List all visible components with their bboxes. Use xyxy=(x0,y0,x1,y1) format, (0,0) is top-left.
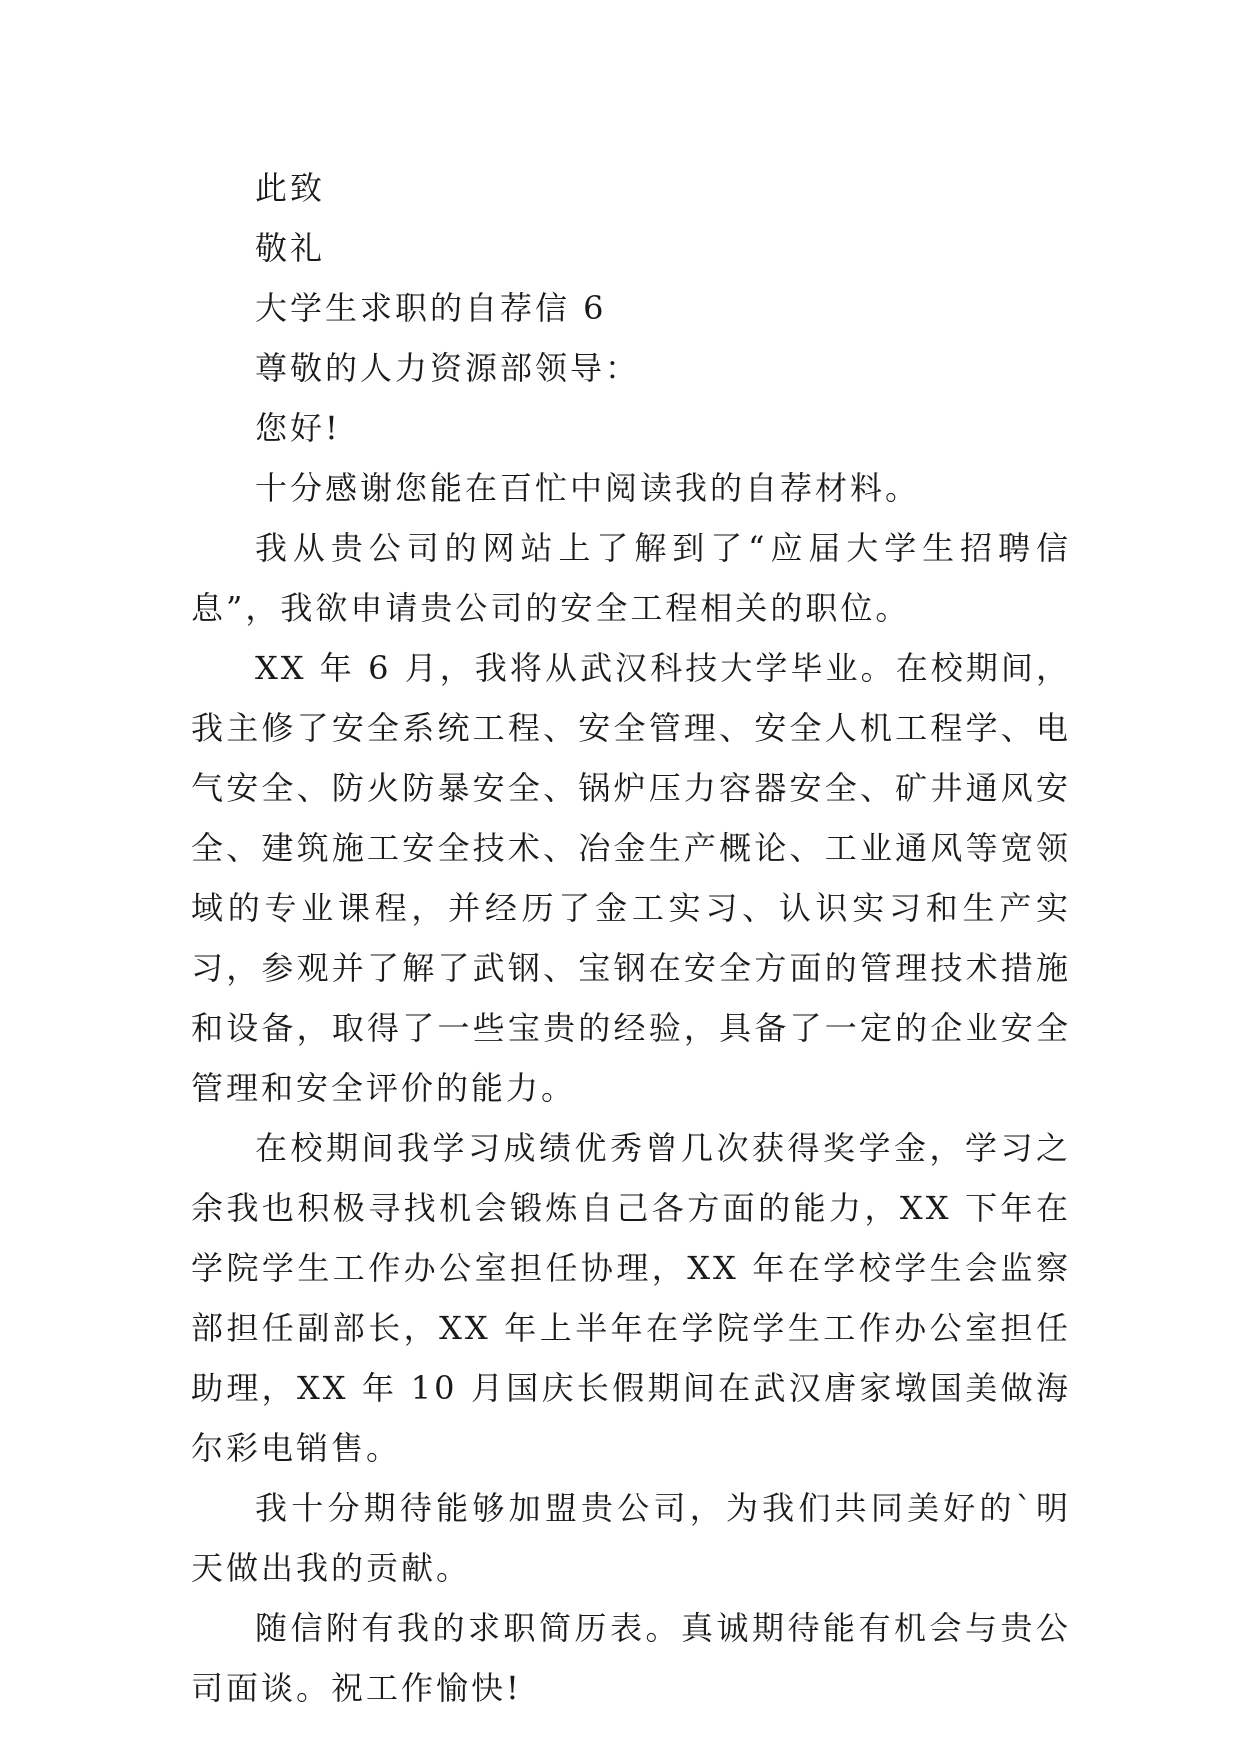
paragraph-expectation: 我十分期待能够加盟贵公司，为我们共同美好的`明天做出我的贡献。 xyxy=(191,1489,1071,1587)
paragraph-experience: 在校期间我学习成绩优秀曾几次获得奖学金，学习之余我也积极寻找机会锻炼自己各方面的能力，XX 下年在学院学生工作办公室担任协理，XX 年在学校学生会监察部担任副部长，XX 年上半年在学院学生工作办公室担任助理，XX 年 10 月国庆长假期间在武汉唐家墩国美做海尔彩电销售。 xyxy=(191,1129,1071,1467)
closing-line-2: 敬礼 xyxy=(255,229,326,267)
salutation: 尊敬的人力资源部领导： xyxy=(255,349,641,387)
paragraph-education: XX 年 6 月，我将从武汉科技大学毕业。在校期间，我主修了安全系统工程、安全管理、安全人机工程学、电气安全、防火防暴安全、锅炉压力容器安全、矿井通风安全、建筑施工安全技术、冶金生产概论、工业通风等宽领域的专业课程，并经历了金工实习、认识实习和生产实习，参观并了解了武钢、宝钢在安全方面的管理技术措施和设备，取得了一些宝贵的经验，具备了一定的企业安全管理和安全评价的能力。 xyxy=(191,649,1071,1107)
closing-line-1: 此致 xyxy=(255,169,326,207)
letter-body xyxy=(191,158,1071,1718)
paragraph-position: 我从贵公司的网站上了解到了“应届大学生招聘信息”，我欲申请贵公司的安全工程相关的职位。 xyxy=(191,529,1071,627)
paragraph-thanks: 十分感谢您能在百忙中阅读我的自荐材料。 xyxy=(255,469,921,507)
letter-title: 大学生求职的自荐信 6 xyxy=(255,289,607,327)
greeting: 您好! xyxy=(255,409,341,447)
paragraph-closing: 随信附有我的求职简历表。真诚期待能有机会与贵公司面谈。祝工作愉快! xyxy=(191,1609,1071,1707)
